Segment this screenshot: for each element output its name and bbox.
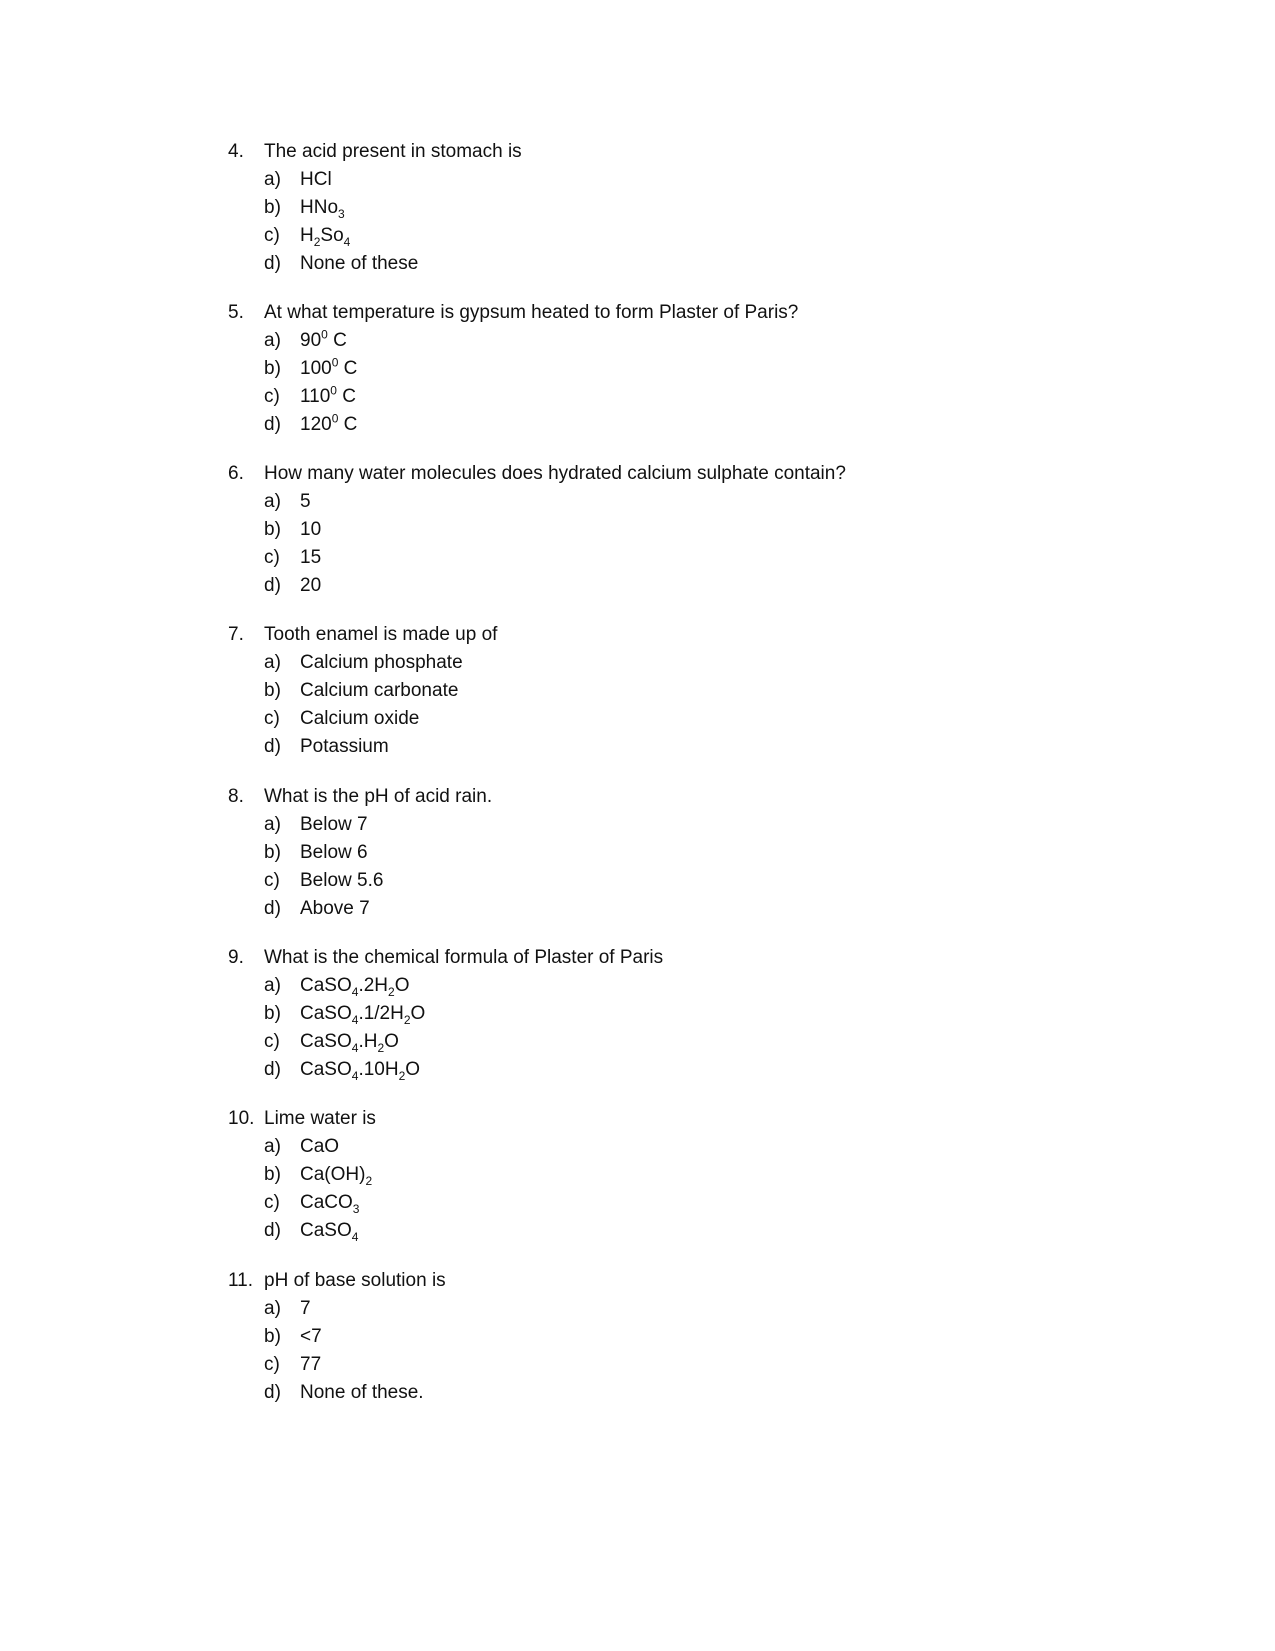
option-letter: a) bbox=[264, 975, 281, 996]
question-number: 8. bbox=[228, 786, 244, 807]
option-letter: c) bbox=[264, 708, 280, 729]
subscript: 2 bbox=[313, 234, 321, 249]
option-text-part: O bbox=[394, 975, 410, 996]
option-text-part: HCl bbox=[300, 169, 332, 190]
option-text-part: 10 bbox=[300, 519, 322, 540]
option-text bbox=[300, 1000, 1128, 1028]
option-text bbox=[300, 839, 1128, 867]
subscript: 4 bbox=[351, 984, 359, 999]
option-text bbox=[300, 705, 1128, 733]
option-text-part: O bbox=[405, 1059, 421, 1080]
subscript: 4 bbox=[351, 1040, 359, 1055]
question-number: 4. bbox=[228, 141, 244, 162]
option-item bbox=[264, 516, 1128, 544]
option-letter: d) bbox=[264, 575, 281, 596]
option-item bbox=[264, 544, 1128, 572]
question-number: 9. bbox=[228, 947, 244, 968]
option-text-part: H bbox=[300, 225, 314, 246]
superscript: 0 bbox=[330, 383, 337, 398]
option-text-part: None of these. bbox=[300, 1382, 424, 1403]
subscript: 4 bbox=[343, 234, 351, 249]
option-letter: a) bbox=[264, 491, 281, 512]
option-text bbox=[300, 811, 1128, 839]
option-text-part: 77 bbox=[300, 1354, 322, 1375]
option-item bbox=[264, 1323, 1128, 1351]
option-letter: b) bbox=[264, 1003, 281, 1024]
option-text-part: 100 bbox=[300, 358, 332, 379]
option-text-part: Calcium carbonate bbox=[300, 680, 459, 701]
question-line bbox=[228, 944, 1128, 972]
option-text bbox=[300, 411, 1128, 439]
subscript: 2 bbox=[398, 1068, 406, 1083]
question-text: At what temperature is gypsum heated to form Plaster of Paris? bbox=[264, 302, 799, 323]
question-text: The acid present in stomach is bbox=[264, 141, 522, 162]
option-item bbox=[264, 355, 1128, 383]
option-text-part: CaSO bbox=[300, 975, 352, 996]
option-letter: d) bbox=[264, 1382, 281, 1403]
option-text-part: .10H bbox=[358, 1059, 399, 1080]
option-text bbox=[300, 867, 1128, 895]
option-item bbox=[264, 572, 1128, 600]
question-number: 5. bbox=[228, 302, 244, 323]
question-item bbox=[228, 1267, 1128, 1407]
question-item bbox=[228, 138, 1128, 278]
option-item bbox=[264, 1133, 1128, 1161]
option-letter: c) bbox=[264, 1354, 280, 1375]
question-text: Lime water is bbox=[264, 1108, 376, 1129]
option-text-part: C bbox=[336, 386, 356, 407]
option-item bbox=[264, 677, 1128, 705]
question-text: What is the chemical formula of Plaster of Paris bbox=[264, 947, 664, 968]
option-text bbox=[300, 1056, 1128, 1084]
option-item bbox=[264, 327, 1128, 355]
option-text bbox=[300, 1189, 1128, 1217]
option-letter: d) bbox=[264, 736, 281, 757]
option-letter: b) bbox=[264, 842, 281, 863]
option-text-part: 120 bbox=[300, 414, 332, 435]
option-text bbox=[300, 572, 1128, 600]
option-letter: b) bbox=[264, 1164, 281, 1185]
option-text bbox=[300, 972, 1128, 1000]
subscript: 4 bbox=[351, 1012, 359, 1027]
option-letter: b) bbox=[264, 519, 281, 540]
option-letter: a) bbox=[264, 652, 281, 673]
option-letter: d) bbox=[264, 898, 281, 919]
option-item bbox=[264, 733, 1128, 761]
option-text-part: C bbox=[338, 358, 358, 379]
option-text-part: None of these bbox=[300, 253, 419, 274]
option-letter: a) bbox=[264, 330, 281, 351]
option-item bbox=[264, 1161, 1128, 1189]
question-item bbox=[228, 299, 1128, 439]
option-text bbox=[300, 1161, 1128, 1189]
subscript: 4 bbox=[351, 1229, 359, 1244]
question-number: 6. bbox=[228, 463, 244, 484]
option-item bbox=[264, 867, 1128, 895]
option-letter: a) bbox=[264, 1298, 281, 1319]
question-line bbox=[228, 138, 1128, 166]
option-text-part: Below 5.6 bbox=[300, 870, 384, 891]
subscript: 2 bbox=[388, 984, 395, 999]
option-text-part: O bbox=[410, 1003, 426, 1024]
option-text bbox=[300, 194, 1128, 222]
option-item bbox=[264, 1056, 1128, 1084]
option-text bbox=[300, 1133, 1128, 1161]
option-text-part: Potassium bbox=[300, 736, 389, 757]
question-line bbox=[228, 460, 1128, 488]
option-item bbox=[264, 972, 1128, 1000]
option-text-part: Below 7 bbox=[300, 814, 368, 835]
question-number: 7. bbox=[228, 624, 244, 645]
option-text-part: 7 bbox=[300, 1298, 311, 1319]
option-letter: d) bbox=[264, 253, 281, 274]
option-text-part: CaSO bbox=[300, 1059, 352, 1080]
option-item bbox=[264, 383, 1128, 411]
subscript: 2 bbox=[403, 1012, 411, 1027]
option-text-part: 110 bbox=[300, 386, 331, 407]
option-text bbox=[300, 1028, 1128, 1056]
subscript: 2 bbox=[365, 1173, 373, 1188]
option-letter: b) bbox=[264, 1326, 281, 1347]
option-text bbox=[300, 895, 1128, 923]
option-item bbox=[264, 705, 1128, 733]
subscript: 4 bbox=[351, 1068, 359, 1083]
option-text bbox=[300, 488, 1128, 516]
option-text-part: C bbox=[327, 330, 347, 351]
option-item bbox=[264, 649, 1128, 677]
option-text-part: Below 6 bbox=[300, 842, 368, 863]
option-text-part: <7 bbox=[300, 1326, 322, 1347]
option-item bbox=[264, 895, 1128, 923]
option-letter: c) bbox=[264, 547, 280, 568]
option-item bbox=[264, 488, 1128, 516]
option-text bbox=[300, 649, 1128, 677]
option-item bbox=[264, 250, 1128, 278]
option-item bbox=[264, 166, 1128, 194]
question-item bbox=[228, 944, 1128, 1084]
option-text-part: C bbox=[338, 414, 358, 435]
question-item bbox=[228, 783, 1128, 923]
option-item bbox=[264, 411, 1128, 439]
option-text-part: Ca(OH) bbox=[300, 1164, 366, 1185]
option-letter: b) bbox=[264, 680, 281, 701]
option-item bbox=[264, 194, 1128, 222]
question-text: How many water molecules does hydrated calcium sulphate contain? bbox=[264, 463, 846, 484]
option-letter: d) bbox=[264, 1059, 281, 1080]
subscript: 3 bbox=[352, 1201, 360, 1216]
option-text bbox=[300, 1295, 1128, 1323]
option-text-part: Above 7 bbox=[300, 898, 370, 919]
option-text bbox=[300, 677, 1128, 705]
question-line bbox=[228, 621, 1128, 649]
option-text bbox=[300, 250, 1128, 278]
option-text-part: 15 bbox=[300, 547, 322, 568]
option-item bbox=[264, 1189, 1128, 1217]
question-text: Tooth enamel is made up of bbox=[264, 624, 498, 645]
option-text-part: CaSO bbox=[300, 1031, 352, 1052]
option-text bbox=[300, 222, 1128, 250]
option-letter: b) bbox=[264, 358, 281, 379]
option-text bbox=[300, 166, 1128, 194]
option-letter: c) bbox=[264, 225, 280, 246]
option-text bbox=[300, 1379, 1128, 1407]
option-text bbox=[300, 1323, 1128, 1351]
option-text bbox=[300, 733, 1128, 761]
question-line bbox=[228, 299, 1128, 327]
option-text bbox=[300, 1217, 1128, 1245]
option-text-part: CaSO bbox=[300, 1003, 352, 1024]
option-item bbox=[264, 222, 1128, 250]
option-text-part: .H bbox=[358, 1031, 378, 1052]
option-item bbox=[264, 1217, 1128, 1245]
question-number: 10. bbox=[228, 1108, 255, 1129]
question-line bbox=[228, 783, 1128, 811]
option-text bbox=[300, 516, 1128, 544]
option-text-part: So bbox=[320, 225, 344, 246]
question-line bbox=[228, 1105, 1128, 1133]
option-text bbox=[300, 383, 1128, 411]
option-text bbox=[300, 355, 1128, 383]
option-text-part: .2H bbox=[358, 975, 389, 996]
subscript: 2 bbox=[377, 1040, 385, 1055]
question-item bbox=[228, 621, 1128, 761]
superscript: 0 bbox=[331, 411, 339, 426]
question-text: pH of base solution is bbox=[264, 1270, 446, 1291]
question-item bbox=[228, 460, 1128, 600]
option-letter: a) bbox=[264, 169, 281, 190]
option-item bbox=[264, 1351, 1128, 1379]
option-letter: c) bbox=[264, 386, 280, 407]
option-text-part: 20 bbox=[300, 575, 322, 596]
option-letter: a) bbox=[264, 1136, 281, 1157]
option-letter: c) bbox=[264, 1031, 280, 1052]
option-letter: a) bbox=[264, 814, 281, 835]
option-text-part: Calcium oxide bbox=[300, 708, 420, 729]
question-line bbox=[228, 1267, 1128, 1295]
option-letter: c) bbox=[264, 870, 280, 891]
option-letter: d) bbox=[264, 414, 281, 435]
option-item bbox=[264, 839, 1128, 867]
option-text bbox=[300, 327, 1128, 355]
option-text-part: Calcium phosphate bbox=[300, 652, 463, 673]
option-item bbox=[264, 1028, 1128, 1056]
option-item bbox=[264, 811, 1128, 839]
option-text-part: 5 bbox=[300, 491, 311, 512]
option-text bbox=[300, 544, 1128, 572]
superscript: 0 bbox=[321, 327, 328, 342]
option-text-part: CaCO bbox=[300, 1192, 353, 1213]
option-item bbox=[264, 1379, 1128, 1407]
superscript: 0 bbox=[331, 355, 339, 370]
option-text-part: 90 bbox=[300, 330, 322, 351]
option-text-part: HNo bbox=[300, 197, 339, 218]
subscript: 3 bbox=[338, 206, 345, 221]
option-letter: b) bbox=[264, 197, 281, 218]
option-item bbox=[264, 1000, 1128, 1028]
option-text-part: CaSO bbox=[300, 1220, 352, 1241]
option-item bbox=[264, 1295, 1128, 1323]
question-item bbox=[228, 1105, 1128, 1245]
question-text: What is the pH of acid rain. bbox=[264, 786, 493, 807]
question-number: 11. bbox=[228, 1270, 254, 1291]
option-text bbox=[300, 1351, 1128, 1379]
option-text-part: O bbox=[384, 1031, 399, 1052]
option-text-part: CaO bbox=[300, 1136, 340, 1157]
option-text-part: .1/2H bbox=[358, 1003, 404, 1024]
option-letter: c) bbox=[264, 1192, 280, 1213]
option-letter: d) bbox=[264, 1220, 281, 1241]
